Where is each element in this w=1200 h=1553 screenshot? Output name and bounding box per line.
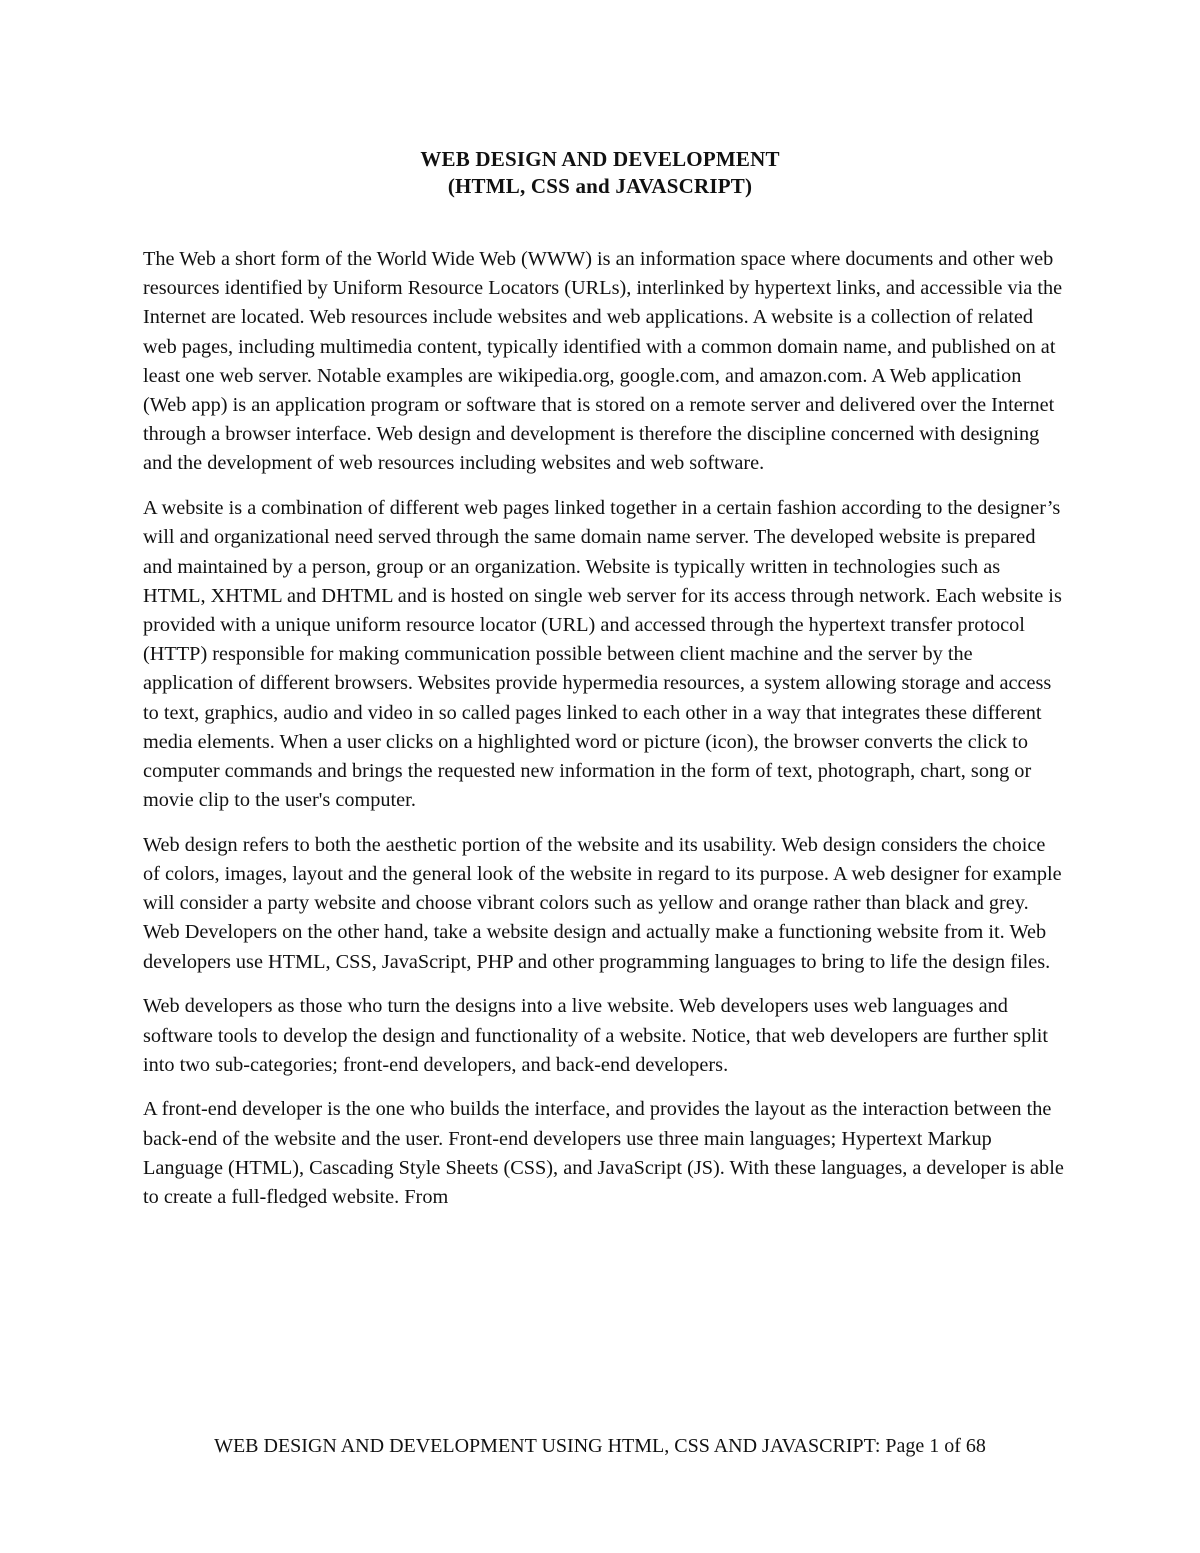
paragraph-web-definition: The Web a short form of the World Wide Web (WWW) is an information space where documents and other web resources identified by Uniform Resource Locators (URLs), interlinked by hypertext links, and accessible via the Internet are located. Web resources include websites and web applications. A website is a collection of related web pages, including multimedia content, typically identified with a common domain name, and published on at least one web server. Notable examples are wikipedia.org, google.com, and amazon.com. A Web application (Web app) is an application program or software that is stored on a remote server and delivered over the Internet through a browser interface. Web design and development is therefore the discipline concerned with designing and the development of web resources including websites and web software.: [143, 248, 1063, 475]
title-line-2: (HTML, CSS and JAVASCRIPT): [447, 174, 753, 198]
document-title: [0, 146, 1200, 200]
paragraph-front-end: A front-end developer is the one who builds the interface, and provides the layout as the interaction between the back-end of the website and the user. Front-end developers use three main languages; Hypertext Markup Language (HTML), Cascading Style Sheets (CSS), and JavaScript (JS). With these languages, a developer is able to create a full-fledged website. From: [143, 1098, 1064, 1209]
paragraph-web-developers: Web developers as those who turn the designs into a live website. Web developers uses web languages and software tools to develop the design and functionality of a website. Notice, that web developers are further split into two sub-categories; front-end developers, and back-end developers.: [143, 995, 1049, 1076]
document-body: [143, 245, 1065, 1228]
title-line-1: WEB DESIGN AND DEVELOPMENT: [420, 147, 780, 171]
page-footer: WEB DESIGN AND DEVELOPMENT USING HTML, CSS AND JAVASCRIPT: Page 1 of 68: [214, 1435, 986, 1457]
paragraph-website-definition: A website is a combination of different web pages linked together in a certain fashion according to the designer’s will and organizational need served through the same domain name server. The developed website is prepared and maintained by a person, group or an organization. Website is typically written in technologies such as HTML, XHTML and DHTML and is hosted on single web server for its access through network. Each website is provided with a unique uniform resource locator (URL) and accessed through the hypertext transfer protocol (HTTP) responsible for making communication possible between client machine and the server by the application of different browsers. Websites provide hypermedia resources, a system allowing storage and access to text, graphics, audio and video in so called pages linked to each other in a way that integrates these different media elements. When a user clicks on a highlighted word or picture (icon), the browser converts the click to computer commands and brings the requested new information in the form of text, photograph, chart, song or movie clip to the user's computer.: [143, 497, 1062, 812]
paragraph-web-design: Web design refers to both the aesthetic portion of the website and its usability. Web design considers the choice of colors, images, layout and the general look of the website in regard to its purpose. A web designer for example will consider a party website and choose vibrant colors such as yellow and orange rather than black and grey. Web Developers on the other hand, take a website design and actually make a functioning website from it. Web developers use HTML, CSS, JavaScript, PHP and other programming languages to bring to life the design files.: [143, 833, 1062, 973]
